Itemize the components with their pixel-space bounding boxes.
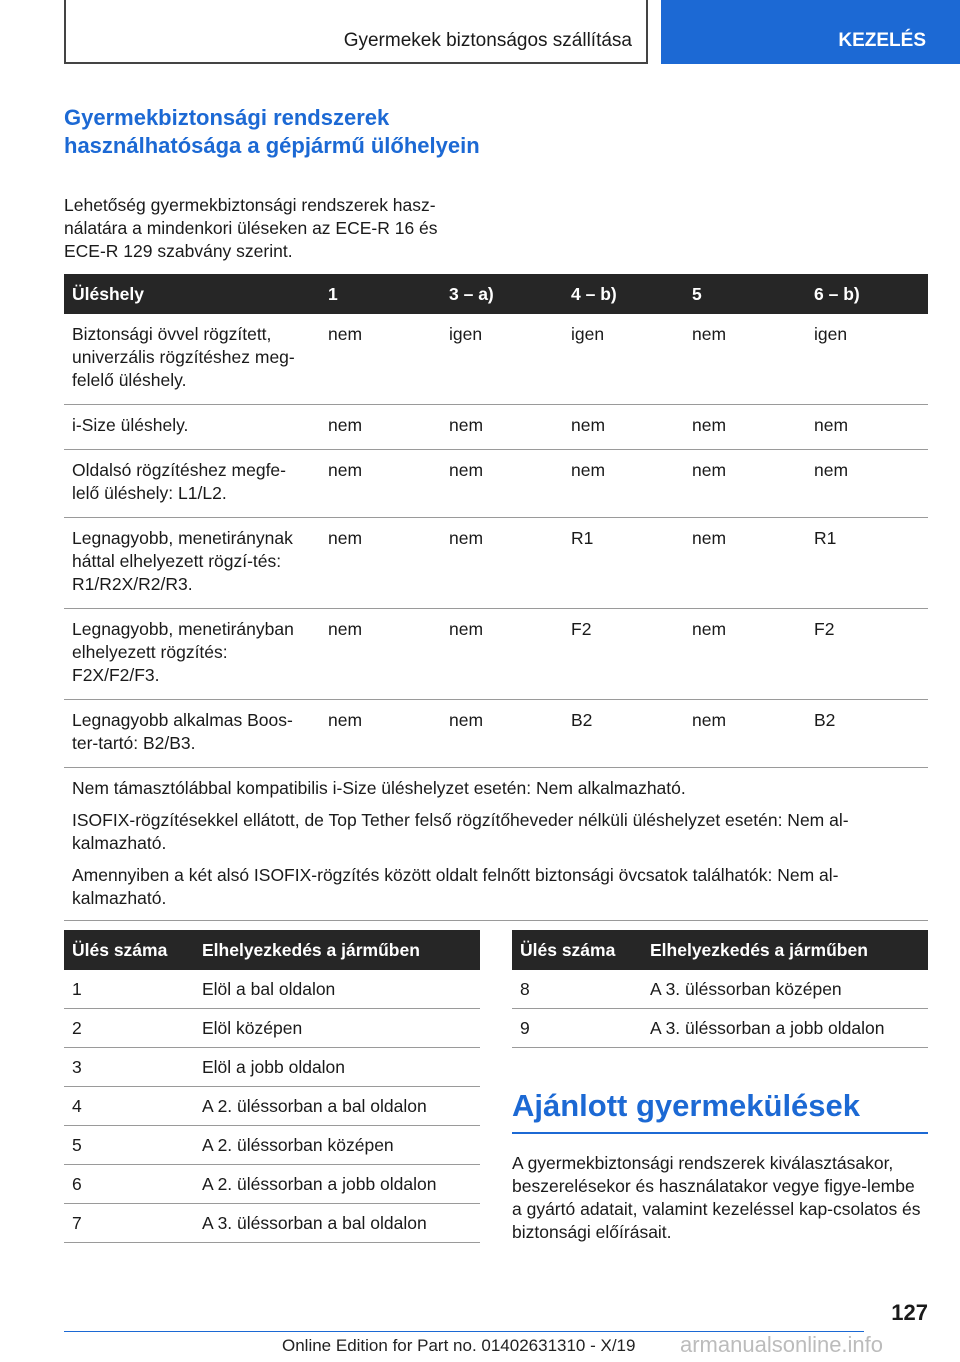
seat-number: 6 (64, 1165, 194, 1204)
seat-number: 1 (64, 970, 194, 1009)
table-cell: nem (563, 450, 684, 518)
header-title-box (64, 0, 648, 64)
seat-position: A 2. üléssorban középen (194, 1126, 480, 1165)
table-header-row (64, 930, 480, 970)
seat-number-table-left (64, 930, 480, 1243)
table-cell: nem (441, 450, 563, 518)
table-cell: igen (563, 314, 684, 405)
column-header: Elhelyezkedés a járműben (194, 930, 480, 970)
table-cell: nem (441, 700, 563, 768)
table-cell: nem (320, 700, 441, 768)
table-cell: nem (320, 450, 441, 518)
table-notes-row (64, 768, 928, 921)
table-row (64, 1204, 480, 1243)
column-header: 3 – a) (441, 274, 563, 314)
table-row (512, 1009, 928, 1048)
table-cell: nem (320, 405, 441, 450)
seat-position: Elöl a bal oldalon (194, 970, 480, 1009)
table-row (64, 314, 928, 405)
table-cell: Oldalsó rögzítéshez megfe-lelő üléshely: L1/L2. (64, 450, 320, 518)
table-row (64, 700, 928, 768)
table-cell: nem (806, 450, 928, 518)
table-cell: nem (684, 405, 806, 450)
table-row (64, 609, 928, 700)
column-header: Ülés száma (512, 930, 642, 970)
table-cell: nem (684, 609, 806, 700)
column-header: 6 – b) (806, 274, 928, 314)
seat-number-table-right (512, 930, 928, 1048)
header-section-tab (661, 0, 960, 64)
header-section-label: KEZELÉS (838, 30, 926, 51)
table-note: Amennyiben a két alsó ISOFIX-rögzítés között oldalt felnőtt biztonsági övcsatok találhatók: Nem al-kalmazható. (72, 865, 839, 908)
seat-position: A 2. üléssorban a bal oldalon (194, 1087, 480, 1126)
table-cell: R1 (806, 518, 928, 609)
page-number: 127 (891, 1300, 928, 1325)
seat-number: 4 (64, 1087, 194, 1126)
child-seat-suitability-table (64, 274, 928, 921)
table-cell: B2 (806, 700, 928, 768)
seat-number: 8 (512, 970, 642, 1009)
column-header: Üléshely (64, 274, 320, 314)
table-cell: Legnagyobb, menetirányban elhelyezett rögzítés: F2X/F2/F3. (64, 609, 320, 700)
seat-position: A 2. üléssorban a jobb oldalon (194, 1165, 480, 1204)
table-cell: Biztonsági övvel rögzített, univerzális rögzítéshez meg-felelő üléshely. (64, 314, 320, 405)
intro-paragraph: Lehetőség gyermekbiztonsági rendszerek hasz-nálatára a mindenkori üléseken az ECE-R 16 és ECE-R 129 szabvány szerint. (64, 195, 438, 261)
table-cell: nem (806, 405, 928, 450)
table-row (64, 518, 928, 609)
column-header: Elhelyezkedés a járműben (642, 930, 928, 970)
column-header: Ülés száma (64, 930, 194, 970)
seat-position: A 3. üléssorban a bal oldalon (194, 1204, 480, 1243)
table-row (512, 970, 928, 1009)
table-note: Nem támasztólábbal kompatibilis i-Size üléshelyzet esetén: Nem alkalmazható. (72, 778, 686, 798)
section-title: Gyermekbiztonsági rendszerek használhatósága a gépjármű ülőhelyein (64, 105, 480, 158)
table-cell: nem (684, 700, 806, 768)
table-cell: i-Size üléshely. (64, 405, 320, 450)
table-note: ISOFIX-rögzítésekkel ellátott, de Top Tether felső rögzítőheveder nélküli üléshelyzet esetén: Nem al-kalmazható. (72, 810, 849, 853)
table-row (64, 970, 480, 1009)
header-title: Gyermekek biztonságos szállítása (343, 30, 632, 51)
seat-number: 7 (64, 1204, 194, 1243)
table-cell: igen (441, 314, 563, 405)
seat-number: 3 (64, 1048, 194, 1087)
seat-number: 9 (512, 1009, 642, 1048)
seat-position: A 3. üléssorban a jobb oldalon (642, 1009, 928, 1048)
table-cell: igen (806, 314, 928, 405)
table-header-row (512, 930, 928, 970)
table-cell: nem (684, 450, 806, 518)
table-cell: nem (684, 314, 806, 405)
footer-watermark: armanualsonline.info (680, 1332, 884, 1357)
table-cell: F2 (806, 609, 928, 700)
recommended-child-seats-paragraph: A gyermekbiztonsági rendszerek kiválasztásakor, beszerelésekor és használatakor vegye figye-lembe a gyártó adatait, valamint kezeléssel kap-csolatos és biztonsági előírásait. (512, 1153, 921, 1242)
table-row (64, 1126, 480, 1165)
table-cell: nem (441, 609, 563, 700)
seat-number: 5 (64, 1126, 194, 1165)
column-header: 4 – b) (563, 274, 684, 314)
table-notes (64, 768, 928, 921)
table-cell: Legnagyobb alkalmas Boos-ter-tartó: B2/B3. (64, 700, 320, 768)
table-cell: nem (563, 405, 684, 450)
table-cell: nem (684, 518, 806, 609)
table-row (64, 405, 928, 450)
table-cell: nem (441, 518, 563, 609)
table-row (64, 1087, 480, 1126)
seat-position: Elöl középen (194, 1009, 480, 1048)
footer-edition: Online Edition for Part no. 01402631310 - X/19 (282, 1336, 636, 1355)
section-heading-recommended-child-seats: Ajánlott gyermekülések (512, 1086, 928, 1134)
column-header: 5 (684, 274, 806, 314)
table-row (64, 1048, 480, 1087)
table-row (64, 1009, 480, 1048)
table-cell: Legnagyobb, menetiránynak háttal elhelyezett rögzí-tés: R1/R2X/R2/R3. (64, 518, 320, 609)
seat-position: Elöl a jobb oldalon (194, 1048, 480, 1087)
table-cell: nem (320, 518, 441, 609)
table-cell: R1 (563, 518, 684, 609)
table-cell: nem (441, 405, 563, 450)
seat-position: A 3. üléssorban középen (642, 970, 928, 1009)
seat-number: 2 (64, 1009, 194, 1048)
table-cell: F2 (563, 609, 684, 700)
table-row (64, 450, 928, 518)
table-cell: B2 (563, 700, 684, 768)
table-cell: nem (320, 609, 441, 700)
table-row (64, 1165, 480, 1204)
table-cell: nem (320, 314, 441, 405)
column-header: 1 (320, 274, 441, 314)
table-header-row (64, 274, 928, 314)
